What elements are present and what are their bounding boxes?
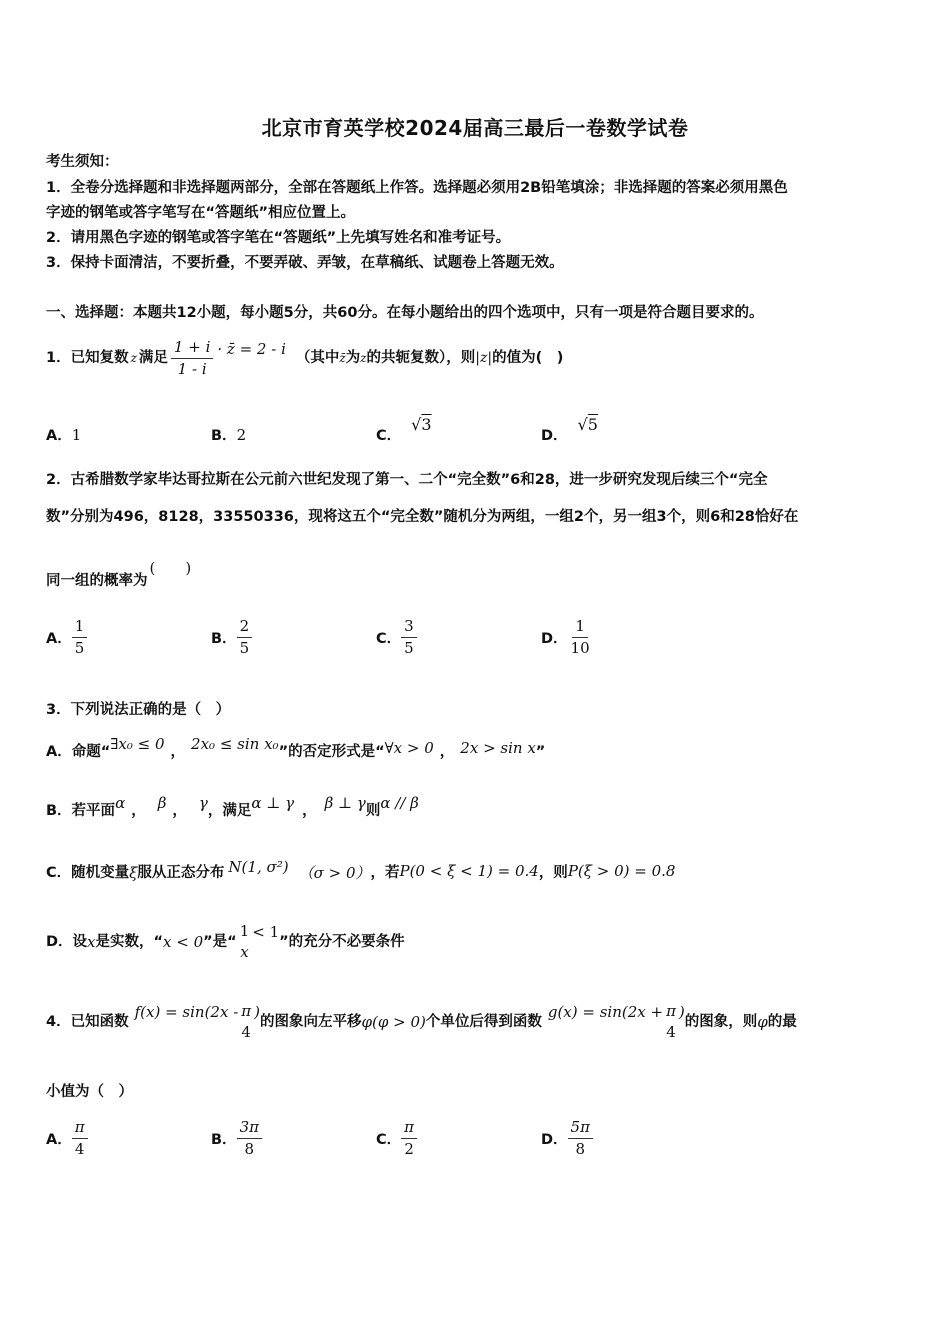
q3-option-a[interactable]: [46, 737, 545, 767]
q3-d-lt: < 1: [252, 923, 280, 941]
q1-option-c[interactable]: [376, 414, 432, 444]
q1-option-c-radicand: 3: [421, 415, 432, 434]
q1-tail: 的值为( ): [492, 350, 564, 366]
q3-option-b[interactable]: [46, 796, 419, 826]
q3-c-math-1: N(1, σ²): [228, 858, 289, 876]
question-1: [46, 328, 563, 388]
q4-g-left: g(x) = sin(2x +: [547, 1003, 664, 1021]
q2-option-c-frac: [401, 617, 417, 658]
q4-option-b[interactable]: [211, 1118, 262, 1159]
q3-d-math-1: x < 0: [163, 933, 204, 951]
q1-option-d-value: √5: [577, 415, 598, 434]
q3-a-sep-2: ，: [439, 744, 455, 760]
q4-f-fraction: [238, 1002, 254, 1042]
q2-option-a-den: 5: [74, 639, 85, 657]
q4-option-a-num: π: [72, 1118, 88, 1139]
notice-line-2: 2．请用黑色字迹的钢笔或答字笔在“答题纸”上先填写姓名和准考证号。: [46, 230, 511, 246]
q1-equation: · z̄ = 2 - i: [217, 340, 286, 358]
q2-option-c-num: 3: [401, 617, 417, 638]
q4-mid-4: 的最: [767, 1014, 797, 1030]
section-heading: 一、选择题：本题共12小题，每小题5分，共60分。在每小题给出的四个选项中，只有一项是符合题目要求的。: [46, 305, 764, 321]
q3-c-mid: 服从正态分布: [137, 865, 225, 881]
q4-option-c[interactable]: [376, 1118, 417, 1159]
q3-d-fraction: [237, 922, 253, 962]
q1-satisfy: 满足: [138, 350, 168, 366]
q3-d-is: ”是“: [203, 934, 237, 950]
q3-a-math-3: ∀x > 0: [384, 739, 434, 757]
q3-a-end: ”: [535, 744, 546, 760]
q2-line-1: 2．古希腊数学家毕达哥拉斯在公元前六世纪发现了第一、二个“完全数”6和28，进一步研究发现后续三个“完全: [46, 472, 768, 488]
q3-a-math-1: ∃x₀ ≤ 0: [110, 735, 165, 753]
q1-option-d[interactable]: [541, 414, 598, 444]
q1-z2: z: [360, 351, 367, 365]
q1-option-b-label: B．: [211, 428, 237, 444]
q3-option-d[interactable]: [46, 912, 405, 972]
q4-option-c-den: 2: [404, 1140, 414, 1158]
q2-option-d-frac: [568, 617, 593, 658]
q3-c-if: ，若: [370, 865, 400, 881]
q4-f-num: π: [241, 1002, 252, 1020]
q4-phi: φ: [757, 1013, 768, 1031]
q2-line-3: [46, 559, 192, 591]
q1-absz: |z|: [475, 350, 493, 366]
q1-z: z: [130, 351, 137, 365]
q3-b-math-2: β ⊥ γ: [324, 794, 366, 812]
q1-option-d-label: D．: [541, 428, 568, 444]
q3-a-mid: ”的否定形式是“: [278, 744, 385, 760]
q2-option-d-num: 1: [572, 617, 588, 638]
q2-option-d[interactable]: [541, 617, 593, 658]
q4-phi-cond: φ(φ > 0): [361, 1013, 426, 1031]
q3-c-then: ，则: [538, 865, 568, 881]
q3-b-gamma: γ: [198, 794, 208, 812]
q3-b-math-1: α ⊥ γ: [251, 794, 295, 812]
q4-prefix: 4．已知函数: [46, 1014, 129, 1030]
q3-stem: 3．下列说法正确的是（ ）: [46, 702, 231, 718]
q4-option-d-label: D．: [541, 1132, 568, 1148]
q4-option-a[interactable]: [46, 1118, 88, 1159]
q4-option-a-label: A．: [46, 1132, 72, 1148]
q1-paren-c: 的共轭复数），则: [366, 350, 476, 366]
q3-c-pre: C．随机变量: [46, 865, 130, 881]
q3-b-comma-3: ，: [302, 803, 317, 819]
q3-d-frac-den: x: [240, 943, 249, 961]
q2-option-a-label: A．: [46, 631, 72, 647]
q2-paren: ( ): [149, 559, 192, 577]
q4-option-b-frac: [237, 1118, 262, 1159]
q4-mid-3: 的图象，则: [684, 1014, 758, 1030]
q1-option-a-value: 1: [71, 426, 82, 444]
q1-option-c-label: C．: [376, 428, 402, 444]
page-title: 北京市育英学校2024届高三最后一卷数学试卷: [261, 116, 689, 140]
q4-mid-2: 个单位后得到函数: [425, 1014, 542, 1030]
q2-option-c[interactable]: [376, 617, 417, 658]
q3-a-math-2: 2x₀ ≤ sin x₀: [191, 735, 279, 753]
q2-option-b[interactable]: [211, 617, 252, 658]
q2-option-d-den: 10: [570, 639, 590, 657]
q3-a-pre: A．命题“: [46, 744, 111, 760]
q3-c-math-2: P(0 < ξ < 1) = 0.4: [399, 862, 539, 880]
q1-frac-den: 1 - i: [177, 359, 207, 378]
q1-option-b[interactable]: [211, 424, 246, 445]
q3-c-math-3: P(ξ > 0) = 0.8: [567, 862, 676, 880]
q2-option-c-label: C．: [376, 631, 402, 647]
q4-mid-1: 的图象向左平移: [259, 1014, 362, 1030]
q2-option-a[interactable]: [46, 617, 87, 658]
q3-d-end: ”的充分不必要条件: [279, 934, 405, 950]
notice-line-3: 3．保持卡面清洁，不要折叠，不要弄破、弄皱，在草稿纸、试题卷上答题无效。: [46, 255, 564, 271]
q2-option-a-frac: [72, 617, 88, 658]
q2-line-3-text: 同一组的概率为: [46, 573, 148, 589]
q3-c-paren: （σ > 0）: [298, 864, 371, 882]
q3-d-frac-num: 1: [239, 922, 250, 940]
q3-b-then: 则: [365, 803, 381, 819]
q3-b-comma-2: ，: [172, 803, 187, 819]
q1-option-a-label: A．: [46, 428, 72, 444]
q4-g-fraction: [663, 1002, 679, 1042]
q3-a-math-4: 2x > sin x: [460, 739, 536, 757]
q4-option-a-frac: [72, 1118, 88, 1159]
q1-paren-a: （其中: [295, 350, 340, 366]
q3-d-x: x: [87, 933, 96, 951]
q1-option-a[interactable]: [46, 424, 81, 445]
q2-option-b-label: B．: [211, 631, 237, 647]
q4-option-a-den: 4: [74, 1140, 85, 1158]
notice-line-1b: 字迹的钢笔或答字笔写在“答题纸”相应位置上。: [46, 205, 356, 221]
q1-paren-b: 为: [345, 350, 361, 366]
q4-option-c-num: π: [401, 1118, 417, 1139]
q1-option-b-value: 2: [236, 426, 247, 444]
q2-option-b-frac: [237, 617, 253, 658]
q4-option-c-label: C．: [376, 1132, 402, 1148]
q3-b-mid: ，满足: [207, 803, 252, 819]
q3-b-math-3: α // β: [380, 794, 419, 812]
q2-option-c-den: 5: [404, 639, 414, 657]
q3-b-alpha: α: [115, 794, 126, 812]
q3-b-beta: β: [157, 794, 167, 812]
q1-fraction: [171, 338, 213, 379]
q2-option-b-num: 2: [237, 617, 253, 638]
notice-header: 考生须知：: [46, 154, 119, 170]
q3-option-c[interactable]: [46, 858, 675, 888]
q4-line-2: 小值为（ ）: [46, 1084, 133, 1100]
q2-line-2: 数”分别为496，8128，33550336，现将这五个“完全数”随机分为两组，一组2个，另一组3个，则6和28恰好在: [46, 509, 799, 525]
q4-option-d-den: 8: [575, 1140, 586, 1158]
q1-frac-num: 1 + i: [171, 338, 213, 359]
q3-b-pre: B．若平面: [46, 803, 116, 819]
question-4: [46, 994, 797, 1050]
q4-f-right: ): [254, 1003, 260, 1021]
q4-option-d[interactable]: [541, 1118, 593, 1159]
q4-option-d-frac: [568, 1118, 593, 1159]
q4-option-b-num: 3π: [237, 1118, 262, 1139]
q4-f-left: f(x) = sin(2x -: [134, 1003, 239, 1021]
q4-option-b-label: B．: [211, 1132, 237, 1148]
q3-d-mid: 是实数，“: [95, 934, 164, 950]
q4-g-den: 4: [666, 1023, 676, 1041]
q3-b-comma-1: ，: [131, 803, 146, 819]
q4-option-c-frac: [401, 1118, 417, 1159]
q4-f-den: 4: [241, 1023, 251, 1041]
q1-prefix: 1．已知复数: [46, 350, 129, 366]
q4-option-d-num: 5π: [568, 1118, 593, 1139]
q4-option-b-den: 8: [244, 1140, 255, 1158]
q2-option-b-den: 5: [239, 639, 250, 657]
q2-option-d-label: D．: [541, 631, 568, 647]
q2-option-a-num: 1: [72, 617, 88, 638]
q3-d-pre: D．设: [46, 934, 88, 950]
q1-option-c-value: √3: [411, 415, 432, 434]
q1-option-d-radicand: 5: [587, 415, 598, 434]
q3-a-sep: ，: [170, 744, 186, 760]
q3-c-xi: ξ: [129, 864, 138, 882]
notice-line-1a: 1．全卷分选择题和非选择题两部分，全部在答题纸上作答。选择题必须用2B铅笔填涂；非选择题的答案必须用黑色: [46, 180, 788, 196]
q4-g-num: π: [666, 1002, 676, 1020]
q4-g-right: ): [678, 1003, 685, 1021]
q1-zbar: z̄: [339, 351, 346, 365]
